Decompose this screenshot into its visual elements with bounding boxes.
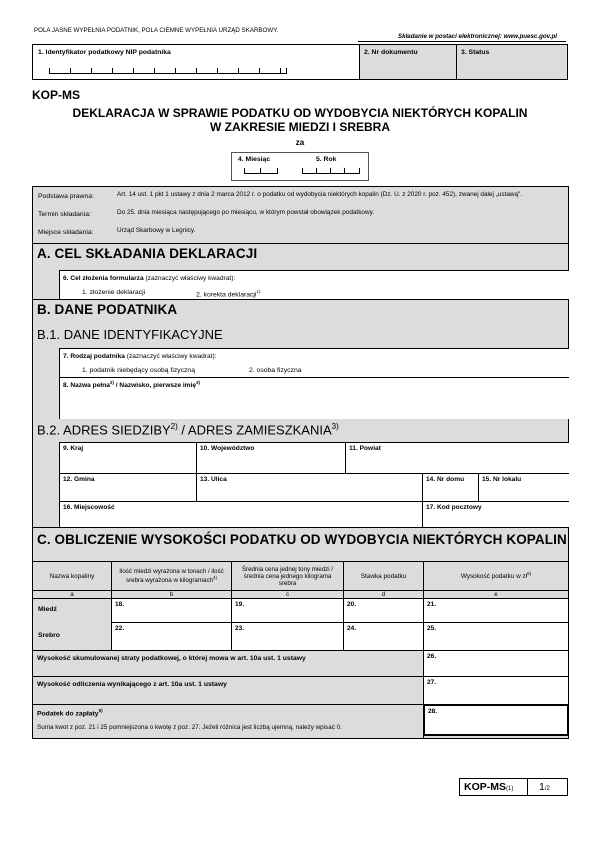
field-9-country[interactable]: 9. Kraj [59,442,196,473]
field-10-voivodeship[interactable]: 10. Województwo [196,442,345,473]
year-label: 5. Rok [316,156,337,163]
row-tax-due-label: Podatek do zapłaty$^{5)}$ [37,708,103,718]
status-box [456,44,568,80]
info-block [32,186,569,244]
page-number: 1/2 [539,781,550,793]
field-12-commune[interactable]: 12. Gmina [59,473,196,501]
col-letter-d: d [343,590,424,599]
miejsce-text: Urząd Skarbowy w Legnicy. [117,227,196,234]
option-not-natural-person[interactable]: 1. podatnik niebędący osobą fizyczną [82,367,195,374]
field-28[interactable]: 28. [423,704,569,736]
period-box[interactable] [231,152,369,181]
row-cumulative-loss [32,650,424,677]
doc-number-label: 2. Nr dokumentu [364,49,418,56]
row-cumulative-loss-label: Wysokość skumulowanej straty podatkowej, o której mowa w art. 10a ust. 1 ustawy [37,655,306,662]
title-line2: W ZAKRESIE MIEDZI I SREBRA [209,120,390,134]
field-23[interactable]: 23. [231,622,344,651]
podstawa-text: Art. 14 ust. 1 pkt 1 ustawy z dnia 2 marca 2012 r. o podatku od wydobycia niektórych kopalin (Dz. U. z 2020 r. poz. 452), zwanej dalej „ustawą". [117,191,523,198]
field6-label: 6. Cel złożenia formularza [63,275,144,282]
field-6[interactable] [59,270,569,300]
b1-title: B.1. DANE IDENTYFIKACYJNE [37,327,223,342]
field-7[interactable] [59,348,569,377]
row-deduction-label: Wysokość odliczenia wynikającego z art. 10a ust. 1 ustawy [37,681,227,688]
footer-page-box [527,778,568,796]
field-24[interactable]: 24. [343,622,424,651]
header-rule [358,41,566,42]
field-16-city[interactable]: 16. Miejscowość [59,501,422,528]
col-e-header: Wysokość podatku w $zł^{5)}$ [423,561,569,591]
field7-hint: (zaznaczyć właściwy kwadrat): [126,353,217,360]
col-letter-b: b [111,590,232,599]
fill-note: POLA JASNE WYPEŁNIA PODATNIK, POLA CIEMNE WYPEŁNIA URZĄD SKARBOWY. [34,27,279,34]
month-label: 4. Miesiąc [238,156,271,163]
col-c-header: Średnia cena jednej tony miedzi / średnia cena jednego kilograma srebra [231,561,344,591]
col-letter-e: e [423,590,569,599]
field-25[interactable]: 25. [423,622,569,651]
field-22[interactable]: 22. [111,622,232,651]
termin-label: Termin składania: [38,211,91,218]
nip-label: 1. Identyfikator podatkowy NIP podatnika [38,49,171,56]
field-18[interactable]: 18. [111,598,232,623]
row-silver-label: Srebro [38,632,60,639]
section-b [32,299,569,528]
field-14-house-number[interactable]: 14. Nr domu [422,473,478,501]
title-line1: DEKLARACJA W SPRAWIE PODATKU OD WYDOBYCIA NIEKTÓRYCH KOPALIN [72,106,528,120]
electronic-note: Składanie w postaci elektronicznej: www.puesc.gov.pl [398,33,557,40]
nip-box[interactable] [32,44,360,80]
col-letter-c: c [231,590,344,599]
option-zlozenie[interactable]: 1. złożenie deklaracji [82,289,146,296]
field-19[interactable]: 19. [231,598,344,623]
field-20[interactable]: 20. [343,598,424,623]
field-15-apartment-number[interactable]: 15. Nr lokalu [478,473,569,501]
section-c-title: C. OBLICZENIE WYSOKOŚCI PODATKU OD WYDOBYCIA NIEKTÓRYCH KOPALIN [37,532,567,547]
section-b-title: B. DANE PODATNIKA [37,302,178,317]
b2-title: B.2. ADRES SIEDZIBY$^{2)}$ / ADRES ZAMIESZKANIA$^{3)}$ [37,422,339,438]
footer-code-box [459,778,528,796]
field-17-postal-code[interactable]: 17. Kod pocztowy [422,501,569,528]
footer-code: KOP-MS(1) [464,781,514,793]
row-tax-due-note: Suma kwot z poz. 21 i 25 pomniejszona o kwotę z poz. 27. Jeżeli różnica jest liczbą ujemną, należy wpisać 0. [37,724,342,731]
miejsce-label: Miejsce składania: [38,229,94,236]
row-deduction [32,676,424,705]
field8-label: 8. Nazwa pełna$^{2)}$ / Nazwisko, pierwsze imię$^{3)}$ [63,380,201,390]
option-korekta[interactable]: 2. korekta deklaracji$^{1)}$ [196,289,261,299]
row-copper-label: Miedź [38,606,57,613]
form-code: KOP-MS [32,88,80,102]
field7-label: 7. Rodzaj podatnika [63,353,125,360]
year-ticks [302,168,360,174]
field-26[interactable]: 26. [423,650,569,677]
termin-text: Do 25. dnia miesiąca następującego po miesiącu, w którym powstał obowiązek podatkowy. [117,209,375,216]
row-tax-due [32,704,424,739]
col-letter-a: a [32,590,112,599]
col-a-header: Nazwa kopaliny [32,561,112,591]
field-8[interactable] [59,377,569,419]
month-ticks [244,168,278,174]
option-natural-person[interactable]: 2. osoba fizyczna [249,367,302,374]
field-13-street[interactable]: 13. Ulica [196,473,422,501]
col-d-header: Stawka podatku [343,561,424,591]
field-11-county[interactable]: 11. Powiat [345,442,569,473]
section-a [32,243,569,300]
field-21[interactable]: 21. [423,598,569,623]
col-b-header: Ilość miedzi wyrażona w tonach / ilość srebra wyrażona w kilogramach$^{4)}$ [111,561,232,591]
podstawa-label: Podstawa prawna: [38,193,94,200]
doc-number-box [359,44,457,80]
za-label: za [295,138,305,147]
field6-hint: (zaznaczyć właściwy kwadrat): [145,275,236,282]
nip-ticks [49,68,287,74]
status-label: 3. Status [461,49,490,56]
field-27[interactable]: 27. [423,676,569,705]
section-a-title: A. CEL SKŁADANIA DEKLARACJI [37,246,258,261]
